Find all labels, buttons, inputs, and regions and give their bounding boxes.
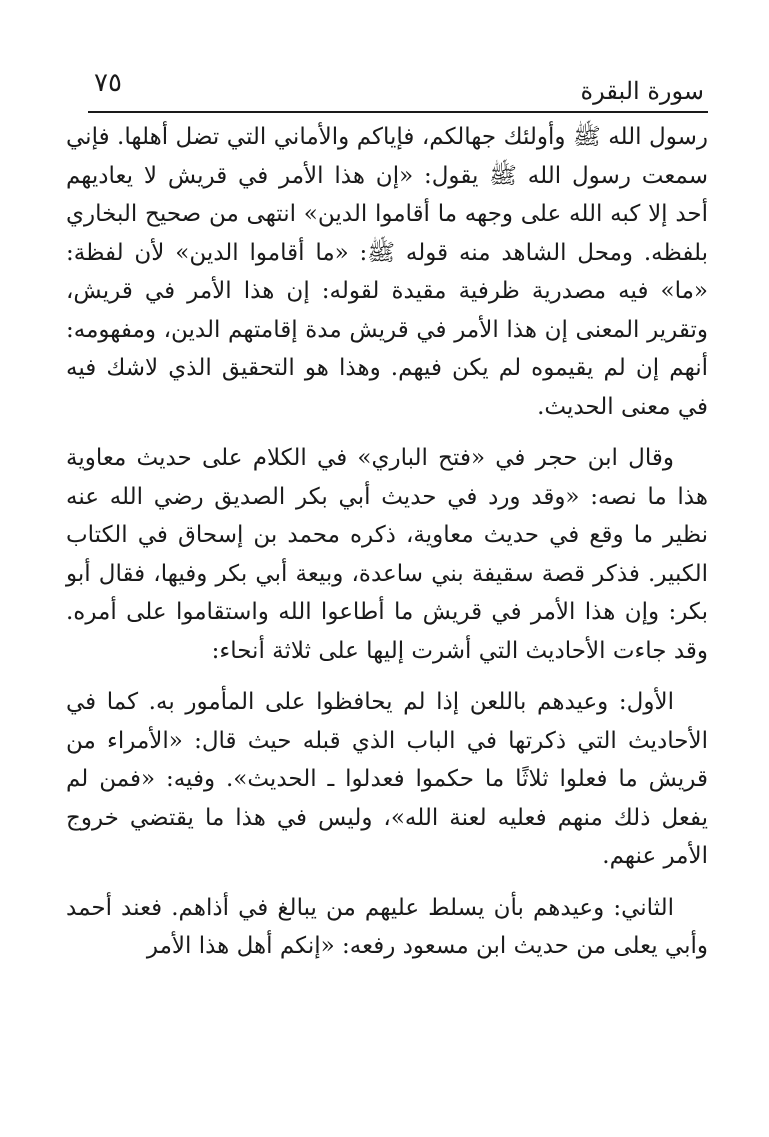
paragraph-2: وقال ابن حجر في «فتح الباري» في الكلام على حديث معاوية هذا ما نصه: «وقد ورد في حديث أبي بكر الصديق رضي الله عنه نظير ما وقع في حديث معاوية، ذكره محمد بن إسحاق في الكتاب الكبير. فذكر قصة سقيفة بني ساعدة، وبيعة أبي بكر وفيها، فقال أبو بكر: وإن هذا الأمر في قريش ما أطاعوا الله واستقاموا على أمره. وقد جاءت الأحاديث التي أشرت إليها على ثلاثة أنحاء:: [66, 445, 708, 664]
page-header: [88, 62, 708, 112]
paragraph-3: الأول: وعيدهم باللعن إذا لم يحافظوا على المأمور به. كما في الأحاديث التي ذكرتها في الباب الذي قبله حيث قال: «الأمراء من قريش ما فعلوا ثلاثًا ما حكموا فعدلوا ـ الحديث». وفيه: «فمن لم يفعل ذلك منهم فعليه لعنة الله»، وليس في هذا ما يقتضي خروج الأمر عنهم.: [66, 689, 708, 869]
paragraph-4: الثاني: وعيدهم بأن يسلط عليهم من يبالغ في أذاهم. فعند أحمد وأبي يعلى من حديث ابن مسعود رفعه: «إنكم أهل هذا الأمر: [66, 894, 708, 959]
body-text: [66, 118, 708, 966]
page-number: ٧٥: [94, 68, 122, 98]
surah-title: سورة البقرة: [580, 77, 704, 105]
header-divider: [88, 111, 708, 113]
paragraph-1: رسول الله ﷺ وأولئك جهالكم، فإياكم والأماني التي تضل أهلها. فإني سمعت رسول الله ﷺ يقول: «إن هذا الأمر في قريش لا يعاديهم أحد إلا كبه الله على وجهه ما أقاموا الدين» انتهى من صحيح البخاري بلفظه. ومحل الشاهد منه قوله ﷺ: «ما أقاموا الدين» لأن لفظة: «ما» فيه مصدرية ظرفية مقيدة لقوله: إن هذا الأمر في قريش، وتقرير المعنى إن هذا الأمر في قريش مدة إقامتهم الدين، ومفهومه: أنهم إن لم يقيموه لم يكن فيهم. وهذا هو التحقيق الذي لاشك فيه في معنى الحديث.: [66, 124, 708, 420]
